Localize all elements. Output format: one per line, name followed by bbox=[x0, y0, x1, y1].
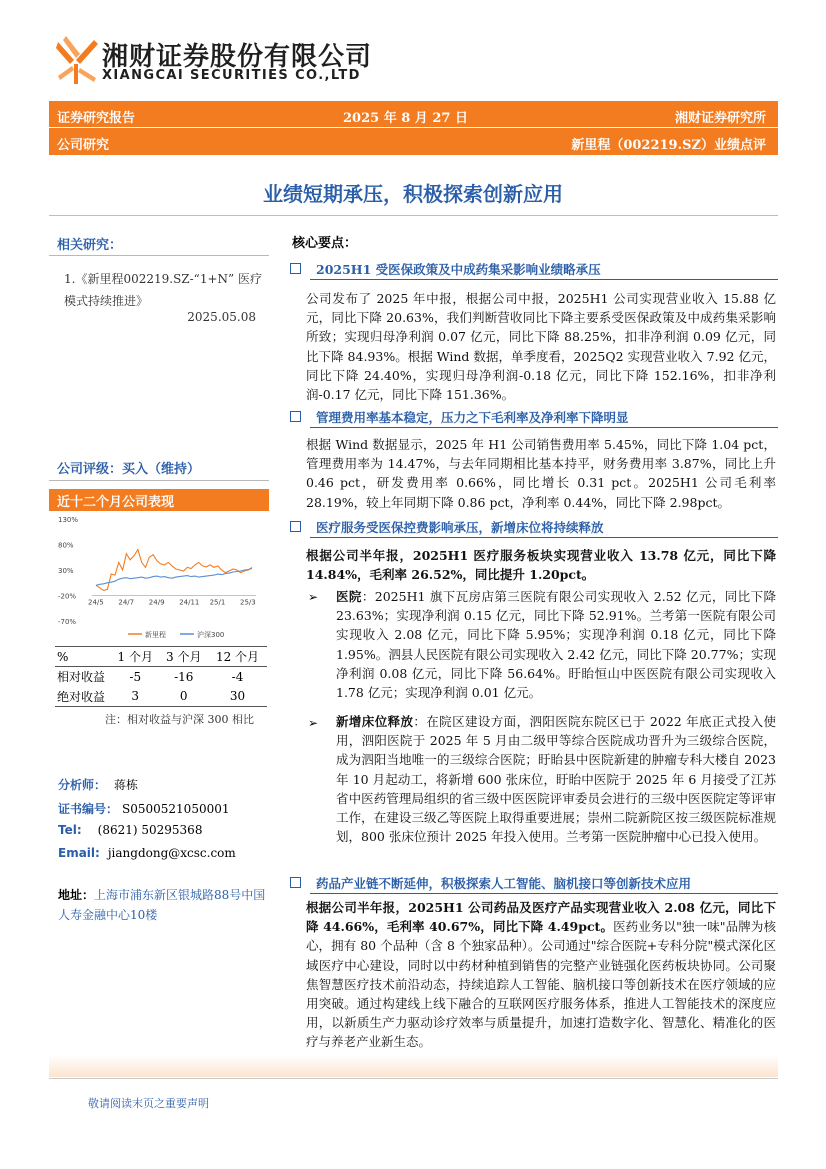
company-name-en: XIANGCAI SECURITIES CO.,LTD bbox=[102, 68, 361, 83]
section-lead: 根据公司半年报，2025H1 医疗服务板块实现营业收入 13.78 亿元，同比下降 14.84%，毛利率 26.52%，同比提升 1.20pct。 bbox=[306, 548, 776, 583]
table-header-cell: 12 个月 bbox=[208, 647, 267, 667]
section-title: 2025H1 受医保政策及中成药集采影响业绩略承压 bbox=[316, 262, 601, 277]
section-lead: 根据公司半年报，2025H1 公司药品及医疗产品实现营业收入 2.08 亿元，同比下降 44.66%，毛利率 40.67%，同比下降 4.49pct。 bbox=[306, 900, 776, 935]
title-divider bbox=[49, 215, 778, 216]
footer-disclaimer-note: 敬请阅读末页之重要声明 bbox=[88, 1097, 209, 1110]
analyst-line bbox=[58, 776, 138, 793]
x-tick-label: 24/11 bbox=[179, 598, 200, 607]
checkbox-icon bbox=[290, 411, 301, 422]
section-title: 管理费用率基本稳定，压力之下毛利率及净利率下降明显 bbox=[316, 410, 629, 425]
address-text: 上海市浦东新区银城路88号中国人寿金融中心10楼 bbox=[58, 888, 266, 922]
address-label: 地址： bbox=[58, 888, 95, 902]
cert-line bbox=[58, 800, 230, 817]
bullet-body: ：2025H1 旗下瓦房店第三医院有限公司实现收入 2.52 亿元，同比下降 23.63%；实现净利润 0.15 亿元，同比下降 52.91%。兰考第一医院有限公司实现收入 2.08 亿元，同比下降 5.95%；实现净利润 0.18 亿元，同比下降 1.95%。泗县人民医院有限公司实现收入 2.42 亿元，同比下降 20.77%；实现净利润 0.08 亿元，同比下降 56.64%。盱眙恒山中医医院有限公司实现收入 1.78 亿元；实现净利润 0.01 亿元。 bbox=[336, 589, 776, 701]
table-cell: 绝对收益 bbox=[55, 687, 111, 707]
legend-label: 新里程 bbox=[145, 631, 166, 639]
x-tick-label: 25/1 bbox=[209, 598, 226, 607]
checkbox-icon bbox=[290, 263, 301, 274]
bullet-label: 新增床位释放 bbox=[336, 714, 414, 729]
table-header-row bbox=[55, 647, 267, 667]
table-cell: 相对收益 bbox=[57, 670, 106, 685]
analyst-name: 蒋栋 bbox=[114, 778, 139, 792]
cert-number: S0500521050001 bbox=[122, 802, 230, 816]
section-text: 医药业务以"独一味"品牌为核心，拥有 80 个品种（含 8 个独家品种）。公司通过"综合医院+专科分院"模式深化区域医疗中心建设，同时以中药材种植到销售的完整产业链强化医药板块协同。公司聚焦智慧医疗技术前沿动态，持续追踪人工智能、脑机接口等创新技术在医疗领域的应用突破。通过构建线上线下融合的互联网医疗服务体系，推进人工智能技术的深度应用，以新质生产力驱动诊疗效率与质量提升，加速打造数字化、智慧化、精准化的医疗与养老产业新生态。 bbox=[306, 919, 777, 1050]
x-tick-label: 25/3 bbox=[240, 598, 256, 607]
report-date: 2025 年 8 月 27 日 bbox=[343, 111, 468, 126]
company-logo-icon bbox=[54, 34, 100, 86]
x-tick-label: 24/7 bbox=[118, 598, 135, 607]
report-category: 公司研究 bbox=[57, 138, 110, 153]
cert-label: 证书编号： bbox=[58, 802, 119, 816]
section-body: 根据 Wind 数据显示，2025 年 H1 公司销售费用率 5.45%，同比下降 1.04 pct，管理费用率为 14.47%，与去年同期相比基本持平，财务费用率 3.87%，同比上升 0.46 pct，研发费用率 0.66%，同比增长 0.31 pct。2025H1 公司毛利率 28.19%，较上年同期下降 0.86 pct，净利率 0.44%，同比下降 2.98pct。 bbox=[306, 437, 776, 510]
series-line-stock bbox=[96, 550, 252, 591]
related-research-date: 2025.05.08 bbox=[187, 310, 256, 324]
section-title: 医疗服务受医保控费影响承压，新增床位将持续释放 bbox=[316, 520, 604, 535]
table-cell: -5 bbox=[129, 669, 142, 684]
y-tick-label: 80% bbox=[58, 541, 74, 550]
y-tick-label: -70% bbox=[58, 618, 77, 626]
hospital-paragraph bbox=[336, 587, 776, 702]
table-header-cell: % bbox=[55, 647, 111, 667]
related-research-item[interactable]: 1.《新里程002219.SZ-“1+N” 医疗模式持续推进》 bbox=[64, 272, 262, 308]
table-row bbox=[55, 667, 267, 687]
institute-name: 湘财证券研究所 bbox=[674, 111, 766, 126]
performance-header: 近十二个月公司表现 bbox=[49, 489, 269, 511]
checkbox-icon bbox=[290, 521, 301, 532]
report-type: 证券研究报告 bbox=[57, 111, 136, 126]
section-heading bbox=[290, 258, 778, 280]
performance-chart bbox=[56, 513, 266, 641]
tel-label: Tel: bbox=[58, 823, 82, 837]
company-rating: 公司评级：买入（维持） bbox=[57, 462, 201, 477]
stock-tag: 新里程（002219.SZ）业绩点评 bbox=[571, 138, 766, 153]
beds-paragraph bbox=[336, 712, 776, 846]
company-name-cn: 湘财证券股份有限公司 bbox=[102, 42, 373, 72]
arrow-bullet-icon: ➢ bbox=[308, 716, 319, 730]
tel-line bbox=[58, 823, 202, 837]
email-address[interactable]: jiangdong@xcsc.com bbox=[107, 846, 236, 860]
table-header-cell: 3 个月 bbox=[160, 647, 209, 667]
header-band bbox=[49, 101, 778, 155]
analyst-label: 分析师： bbox=[58, 778, 107, 792]
table-cell: 0 bbox=[160, 687, 209, 707]
table-header-cell: 1 个月 bbox=[111, 647, 160, 667]
x-tick-label: 24/5 bbox=[88, 598, 104, 607]
table-cell: 3 bbox=[111, 687, 160, 707]
report-title: 业绩短期承压，积极探索创新应用 bbox=[263, 182, 563, 206]
section-body bbox=[306, 898, 776, 1052]
checkbox-icon bbox=[290, 877, 301, 888]
section-title: 药品产业链不断延伸，积极探索人工智能、脑机接口等创新技术应用 bbox=[316, 876, 692, 891]
core-points-header: 核心要点： bbox=[292, 236, 358, 251]
section-heading bbox=[290, 406, 778, 428]
footer-band bbox=[49, 1055, 778, 1077]
related-research-header bbox=[49, 232, 269, 256]
bullet-body: ：在院区建设方面，泗阳医院东院区已于 2022 年底正式投入使用，泗阳医院于 2025 年 5 月由二级甲等综合医院成功晋升为三级综合医院，成为泗阳当地唯一的三级综合医院；盱眙县中医院新建的肿瘤专科大楼自 2023 年 10 月起动工，将新增 600 张床位，盱眙中医院于 2025 年 6 月接受了江苏省中医药管理局组织的省三级中医医院评审委员会进行的三级中医医院定等评审工作，在建设三级乙等医院上取得重要进展；崇州二院新院区按三级医院标准规划，800 张床位预计 2025 年投入使用。兰考第一医院肿瘤中心已投入使用。 bbox=[336, 714, 776, 845]
table-cell: 30 bbox=[208, 687, 267, 707]
related-research-title: 相关研究： bbox=[57, 238, 123, 253]
section-heading bbox=[290, 516, 778, 538]
performance-table bbox=[55, 646, 267, 707]
section-heading bbox=[290, 872, 778, 894]
x-tick-label: 24/9 bbox=[148, 598, 165, 607]
arrow-bullet-icon: ➢ bbox=[308, 590, 319, 604]
y-tick-label: -20% bbox=[58, 592, 77, 601]
tel-number: (8621) 50295368 bbox=[97, 823, 203, 837]
bullet-label: 医院 bbox=[336, 589, 362, 604]
table-row bbox=[55, 687, 267, 707]
table-cell: -16 bbox=[174, 669, 194, 684]
legend-label: 沪深300 bbox=[197, 631, 225, 639]
section-body: 公司发布了 2025 年中报，根据公司中报，2025H1 公司实现营业收入 15.88 亿元，同比下降 20.63%，我们判断营收同比下降主要系受医保政策及中成药集采影响所致；实现归母净利润 0.07 亿元，同比下降 88.25%，扣非净利润 0.09 亿元，同比下降 84.93%。根据 Wind 数据，单季度看，2025Q2 实现营业收入 7.92 亿元，同比下降 24.40%，实现归母净利润-0.18 亿元，同比下降 152.16%，扣非净利润-0.17 亿元，同比下降 151.36%。 bbox=[306, 291, 776, 403]
email-label: Email: bbox=[58, 846, 100, 860]
table-note: 注：相对收益与沪深 300 相比 bbox=[105, 713, 254, 726]
table-cell: -4 bbox=[231, 669, 244, 684]
y-tick-label: 30% bbox=[58, 567, 74, 575]
email-line bbox=[58, 846, 236, 860]
address-block bbox=[58, 885, 270, 925]
footer-divider bbox=[49, 1078, 778, 1079]
rating-divider bbox=[49, 480, 269, 481]
y-tick-label: 130% bbox=[58, 516, 79, 524]
